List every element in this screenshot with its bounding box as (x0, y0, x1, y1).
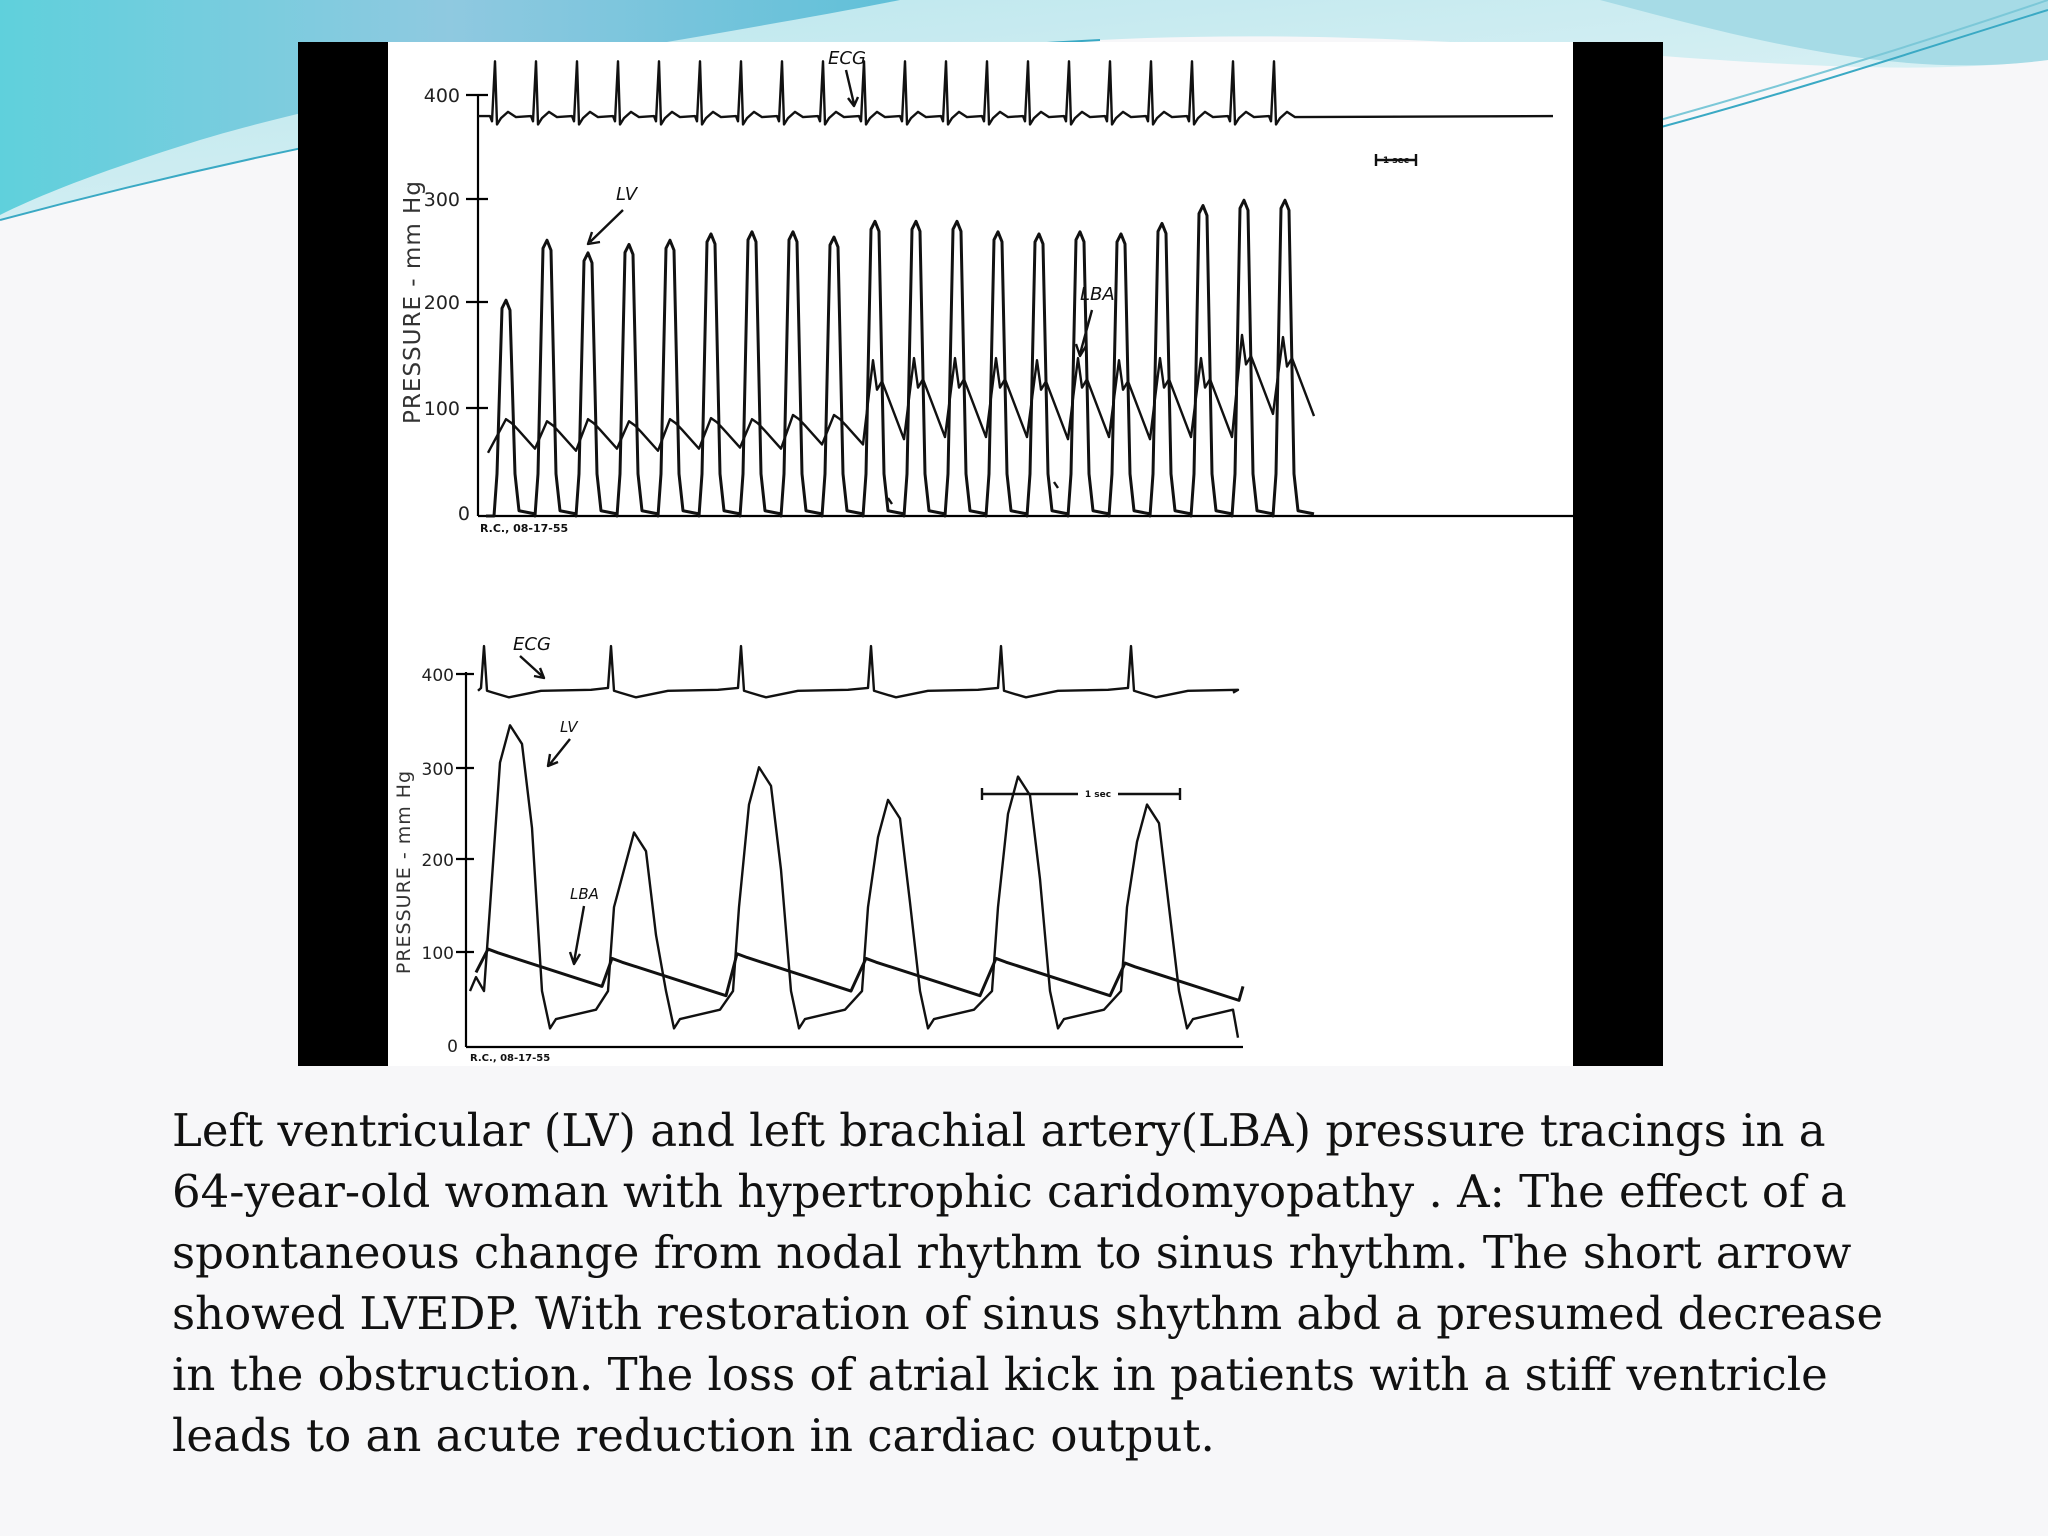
chart-b-ytick-label-400: 400 (421, 666, 454, 686)
chart-a-scale-label: 1 sec (1382, 156, 1410, 166)
chart-b-lv-trace (470, 725, 1238, 1037)
chart-a-ecg-trace (478, 61, 1553, 124)
chart-a-ytick-label-300: 300 (423, 189, 460, 211)
chart-a-lvedp-arrow-2 (1054, 482, 1058, 488)
chart-b-ytick-label-0: 0 (447, 1037, 458, 1057)
slide-caption: Left ventricular (LV) and left brachial artery(LBA) pressure tracings in a 64-year-old woman with hypertrophic caridomyopathy . A: The effect of a spontaneous change from nodal rhythm to sinus rhythm. The short arrow showed LVEDP. With restoration of sinus shythm abd a presumed decrease in the obstruction. The loss of atrial kick in patients with a stiff ventricle leads to an acute reduction in cardiac output. (172, 1104, 1884, 1462)
chart-a (400, 48, 1573, 535)
chart-a-ecg-arrow (846, 70, 858, 106)
chart-b-lv-label: LV (560, 718, 578, 736)
chart-a-record-code: R.C., 08-17-55 (480, 522, 569, 535)
chart-a-ytick-label-200: 200 (423, 292, 460, 314)
chart-a-lba-trace (488, 335, 1314, 453)
chart-a-lv-arrow (588, 210, 623, 244)
chart-b-lba-label: LBA (570, 885, 599, 903)
chart-b-ytick-label-200: 200 (421, 851, 454, 871)
chart-a-ecg-label: ECG (828, 48, 866, 69)
chart-b-scale-label: 1 sec (1084, 790, 1112, 800)
chart-a-ytick-label-100: 100 (423, 398, 460, 420)
chart-b-ecg-label: ECG (513, 634, 551, 655)
chart-b-ytick-label-100: 100 (421, 944, 454, 964)
chart-a-lba-label: LBA (1080, 284, 1115, 305)
chart-a-lv-trace (486, 200, 1314, 516)
chart-b-ylabel: PRESSURE - mm Hg (393, 769, 415, 975)
chart-b (393, 634, 1243, 1064)
chart-b-ytick-label-300: 300 (421, 760, 454, 780)
chart-a-ylabel: PRESSURE - mm Hg (400, 180, 426, 424)
chart-a-lv-label: LV (616, 184, 638, 205)
chart-b-ecg-arrow (520, 656, 544, 678)
pressure-tracing-figure (298, 42, 1663, 1066)
chart-b-ecg-trace (478, 646, 1238, 697)
chart-a-ytick-label-400: 400 (423, 85, 460, 107)
chart-b-lba-arrow (570, 906, 584, 964)
chart-a-lba-arrow (1076, 310, 1092, 356)
chart-b-lv-arrow (548, 739, 570, 766)
chart-a-ytick-label-0: 0 (457, 503, 470, 525)
figure-panel (298, 42, 1663, 1066)
chart-b-record-code: R.C., 08-17-55 (470, 1053, 551, 1064)
